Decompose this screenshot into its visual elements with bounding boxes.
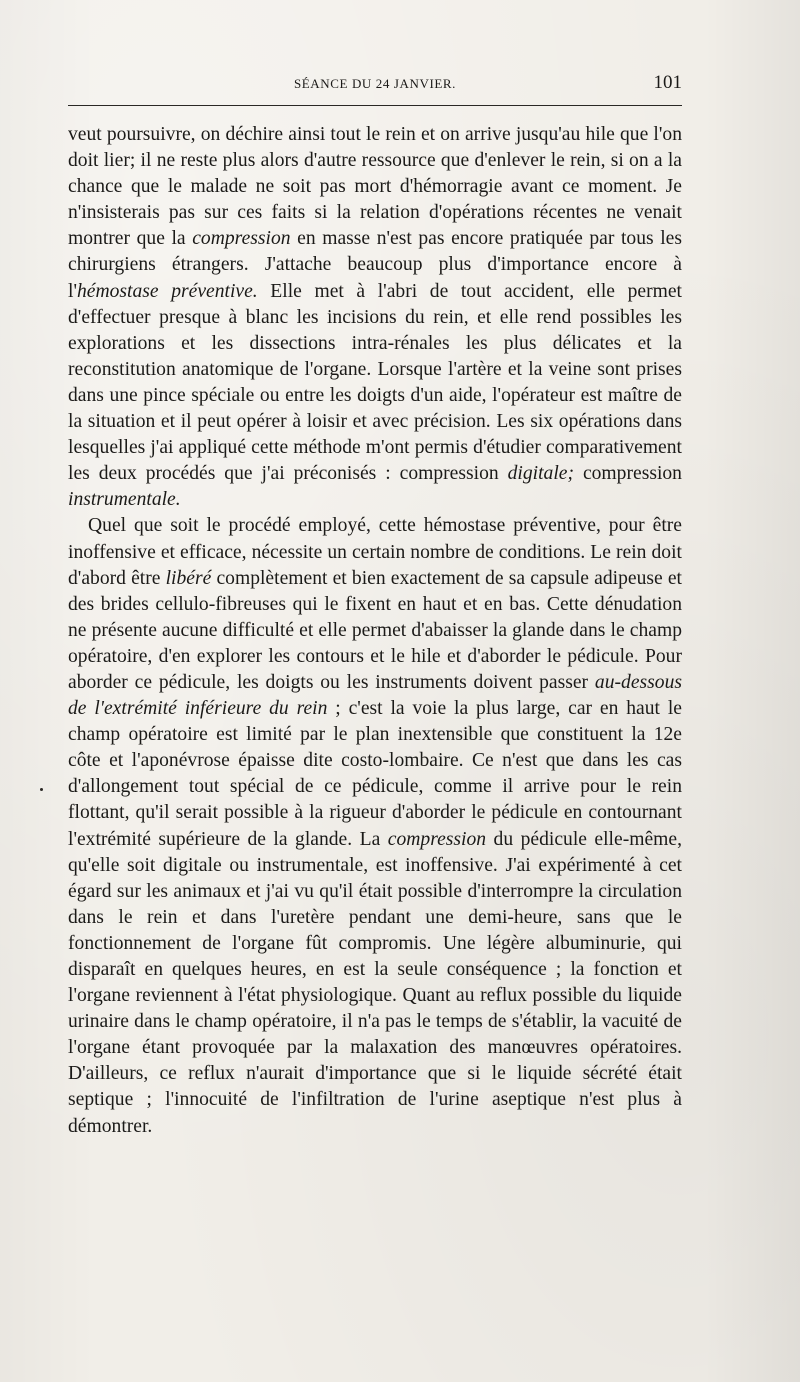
running-head: SÉANCE DU 24 JANVIER. [293, 76, 457, 91]
italic-term: compression [387, 828, 487, 850]
text-segment: compression [574, 463, 682, 485]
paragraph-1 [68, 122, 682, 513]
italic-term: hémostase préventive. [76, 280, 258, 302]
italic-term: instrumentale. [68, 489, 181, 511]
text-segment: veut poursuivre, on déchire ainsi tout le rein et on arrive jusqu'au hile que l'on doit lier; il ne reste plus alors d'autre ressource que d'enlever le rein, si on a la chance que le malade ne soit pas mort d'hémorragie avant ce moment. Je n'insisterais pas sur ces faits si la relation d'opérations récentes ne venait montrer que la [68, 124, 682, 250]
text-segment: Quel que soit le procédé employé, cette hémostase préventive, pour être inoffensive et efficace, nécessite un certain nombre de conditions. Le rein doit d'abord être [68, 515, 682, 589]
page-number: 101 [653, 72, 682, 93]
text-segment: en masse n'est pas encore pratiquée par tous les chirurgiens étrangers. J'attache beaucoup plus d'importance encore à l' [68, 228, 682, 302]
text-segment: Elle met à l'abri de tout accident, elle permet d'effectuer presque à blanc les incisions du rein, et elle rend possibles les explorations et les dissections intra-rénales les plus délicates et la reconstitution anatomique de l'organe. Lorsque l'artère et la veine sont prises dans une pince spéciale ou entre les doigts d'un aide, l'opérateur est maître de la situation et il peut opérer à loisir et avec précision. Les six opérations dans lesquelles j'ai appliqué cette méthode m'ont permis d'étudier comparativement les deux procédés que j'ai préconisés : compression [68, 280, 682, 485]
body-text [68, 122, 682, 1140]
italic-term: digitale; [507, 463, 574, 485]
text-segment: complètement et bien exactement de sa capsule adipeuse et des brides cellulo-fibreuses qui le fixent en haut et en bas. Cette dénudation ne présente aucune difficulté et elle permet d'abaisser la glande dans le champ opératoire, d'en explorer les contours et le hile et d'aborder le pédicule. Pour aborder ce pédicule, les doigts ou les instruments doivent passer [68, 567, 682, 693]
text-segment: du pédicule elle-même, qu'elle soit digitale ou instrumentale, est inoffensive. J'ai expérimenté à cet égard sur les animaux et j'ai vu qu'il était possible d'interrompre la circulation dans le rein et dans l'uretère pendant une demi-heure, sans que le fonctionnement de l'organe fût compromis. Une légère albuminurie, qui disparaît en quelques heures, en est la seule conséquence ; la fonction et l'organe reviennent à l'état physiologique. Quant au reflux possible du liquide urinaire dans le champ opératoire, il n'a pas le temps de s'établir, la vacuité de l'organe étant provoquée par la malaxation des manœuvres opératoires. D'ailleurs, ce reflux n'aurait d'importance que si le liquide sécrété était septique ; l'innocuité de l'infiltration de l'urine aseptique n'est plus à démontrer. [68, 828, 682, 1137]
header-rule [68, 105, 682, 106]
page-header [68, 72, 682, 100]
italic-term: compression [192, 228, 291, 250]
italic-term: libéré [165, 567, 212, 589]
text-segment: ; c'est la voie la plus large, car en haut le champ opératoire est limité par le plan inextensible que constituent la 12e côte et l'aponévrose épaisse dite costo-lombaire. Ce n'est que dans les cas d'allongement tout spécial de ce pédicule, comme il arrive pour le rein flottant, qu'il serait possible à la rigueur d'aborder le pédicule en contournant l'extrémité supérieure de la glande. La [68, 698, 682, 850]
margin-speck [40, 788, 43, 791]
italic-term: au-dessous de l'extrémité inférieure du rein [68, 671, 682, 720]
paragraph-2 [68, 513, 682, 1139]
